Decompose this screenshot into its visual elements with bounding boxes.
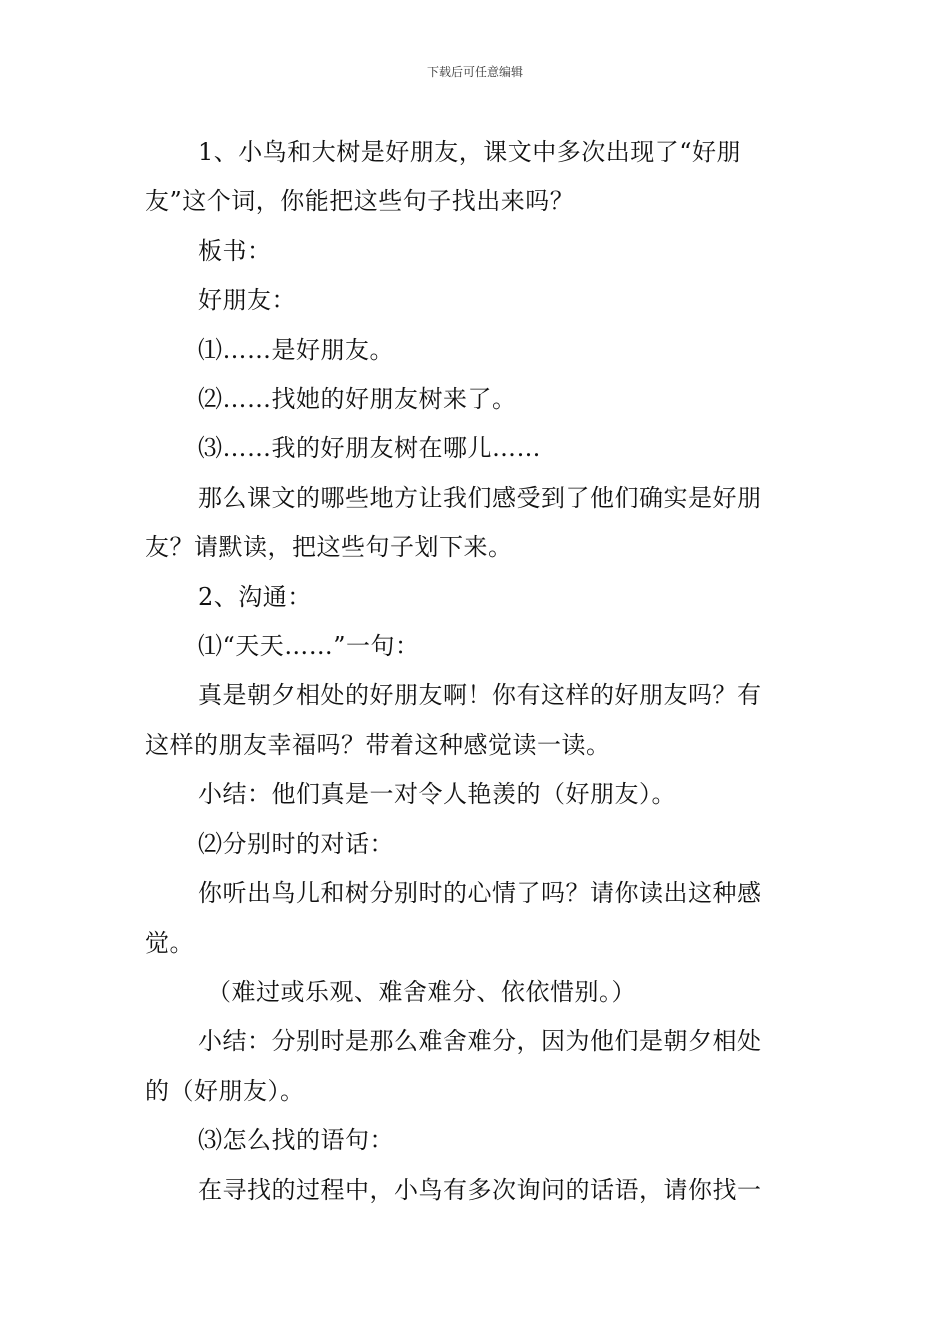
- text-line: 板书：: [198, 236, 272, 265]
- text-line: 1、小鸟和大树是好朋友，课文中多次出现了“好朋: [198, 138, 742, 166]
- text-line: ⑶怎么找的语句：: [198, 1126, 394, 1155]
- text-line: 你听出鸟儿和树分别时的心情了吗？请你读出这种感: [198, 879, 762, 908]
- text-line: 的（好朋友）。: [145, 1076, 305, 1105]
- text-line: 友”这个词，你能把这些句子找出来吗？: [145, 187, 575, 216]
- text-line: 那么课文的哪些地方让我们感受到了他们确实是好朋: [198, 483, 762, 512]
- page-header: 下载后可任意编辑: [426, 65, 523, 79]
- text-line: 友？请默读，把这些句子划下来。: [145, 533, 513, 562]
- text-line: 好朋友：: [198, 286, 296, 315]
- text-line: ⑴“天天……”一句：: [198, 632, 420, 661]
- text-line: ⑶……我的好朋友树在哪儿……: [198, 434, 541, 463]
- text-line: 真是朝夕相处的好朋友啊！你有这样的好朋友吗？有: [198, 681, 762, 710]
- text-line: ⑵分别时的对话：: [198, 829, 394, 858]
- document-body: [145, 128, 807, 1215]
- text-line: ⑴……是好朋友。: [198, 335, 394, 364]
- text-line: 在寻找的过程中，小鸟有多次询问的话语，请你找一: [198, 1175, 762, 1204]
- text-line: 这样的朋友幸福吗？带着这种感觉读一读。: [145, 730, 611, 759]
- text-line: 小结：分别时是那么难舍难分，因为他们是朝夕相处: [198, 1027, 762, 1056]
- text-line: 2、沟通：: [198, 582, 312, 611]
- text-line: 小结：他们真是一对令人艳羡的（好朋友）。: [198, 780, 676, 809]
- text-line: ⑵……找她的好朋友树来了。: [198, 385, 517, 414]
- text-line: （难过或乐观、难舍难分、依依惜别。）: [207, 977, 636, 1006]
- text-line: 觉。: [145, 928, 194, 957]
